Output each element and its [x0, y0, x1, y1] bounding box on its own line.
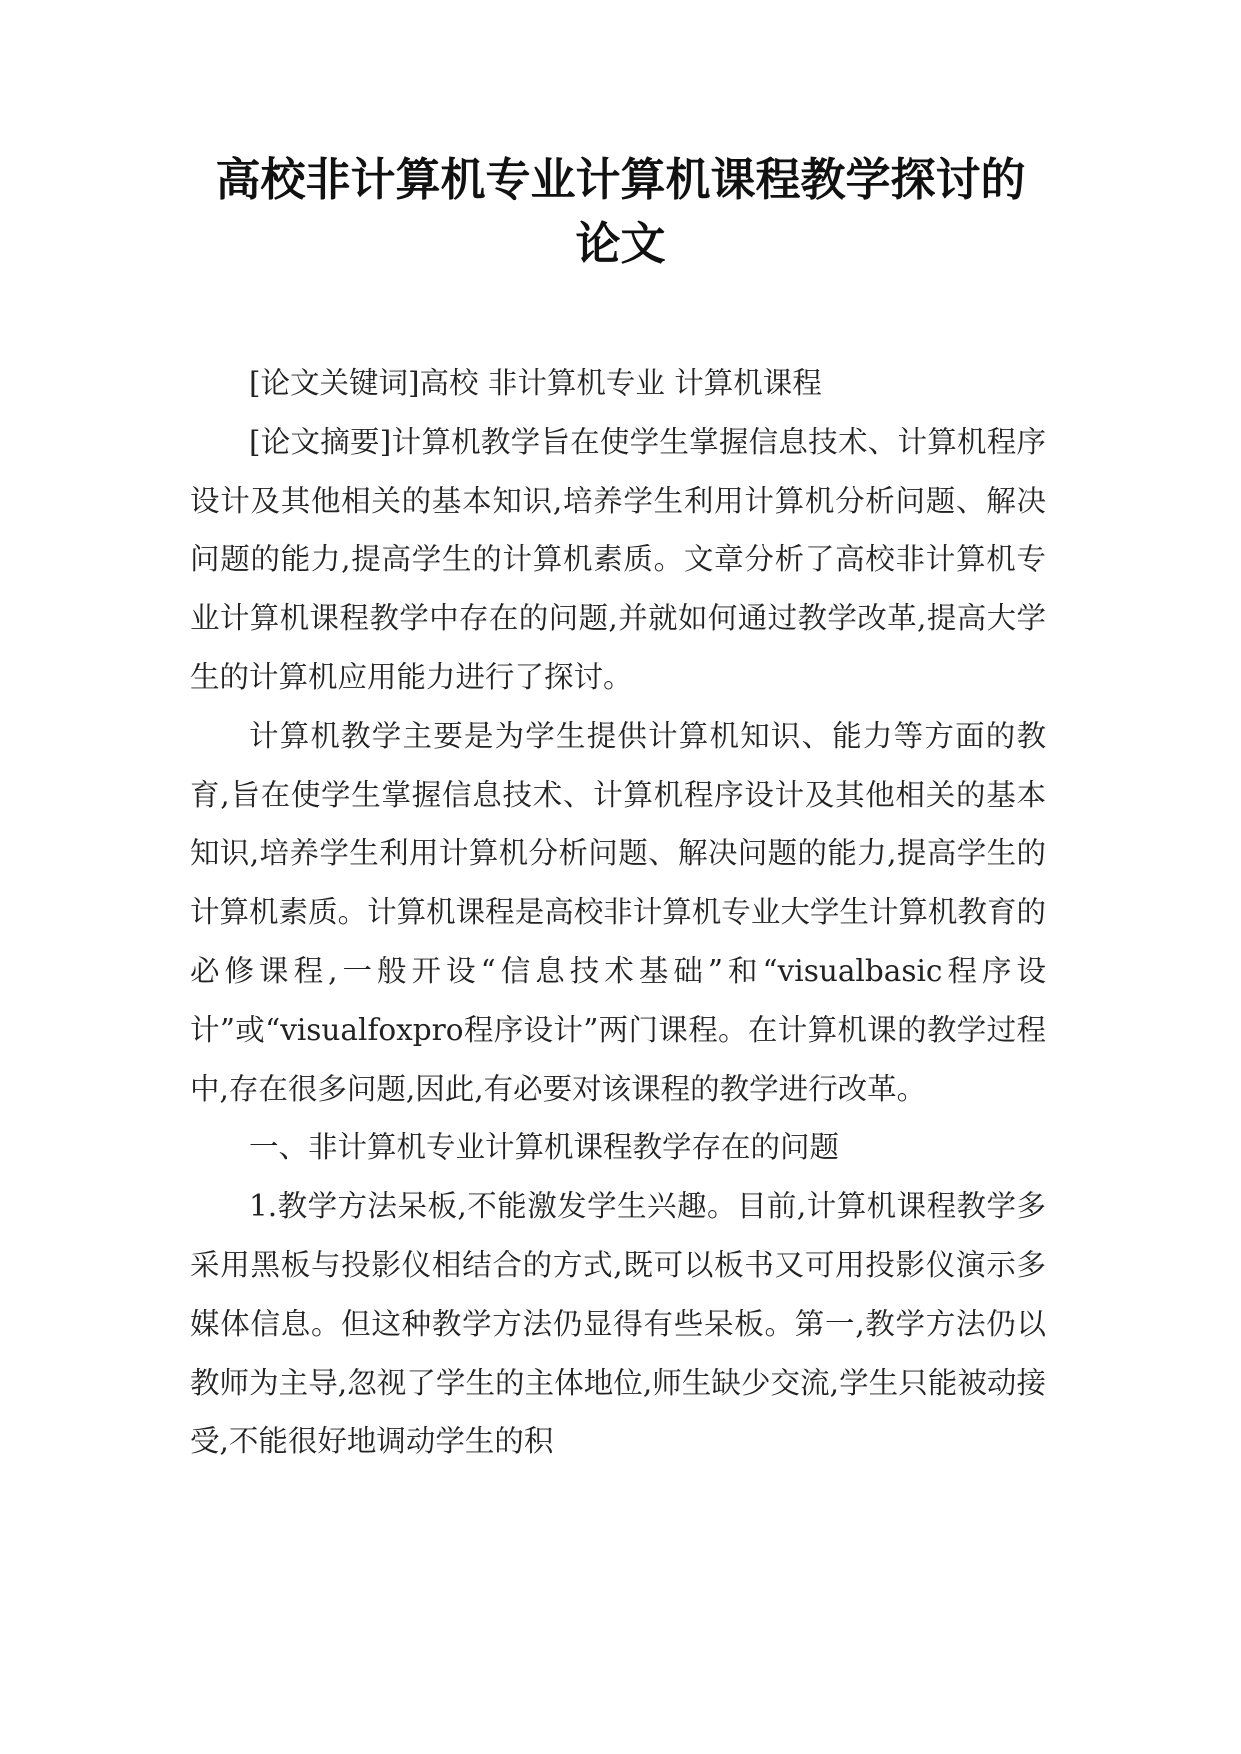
body-paragraph: 计算机教学主要是为学生提供计算机知识、能力等方面的教育,旨在使学生掌握信息技术、计算机程序设计及其他相关的基本知识,培养学生利用计算机分析问题、解决问题的能力,提高学生的计算机素质。计算机课程是高校非计算机专业大学生计算机教育的必修课程,一般开设“信息技术基础”和“visualbasic程序设计”或“visualfoxpro程序设计”两门课程。在计算机课的教学过程中,存在很多问题,因此,有必要对该课程的教学进行改革。 [190, 718, 1046, 1106]
document-body [190, 354, 1046, 1471]
document-title [150, 148, 1091, 276]
title-line-2: 论文 [575, 217, 666, 270]
keywords-paragraph: [论文关键词]高校 非计算机专业 计算机课程 [249, 366, 822, 400]
title-line-1: 高校非计算机专业计算机课程教学探讨的 [215, 153, 1026, 206]
section-heading: 一、非计算机专业计算机课程教学存在的问题 [249, 1130, 840, 1165]
body-paragraph: 1.教学方法呆板,不能激发学生兴趣。目前,计算机课程教学多采用黑板与投影仪相结合的方式,既可以板书又可用投影仪演示多媒体信息。但这种教学方法仍显得有些呆板。第一,教学方法仍以教师为主导,忽视了学生的主体地位,师生缺少交流,学生只能被动接受,不能很好地调动学生的积 [190, 1189, 1046, 1459]
abstract-paragraph: [论文摘要]计算机教学旨在使学生掌握信息技术、计算机程序设计及其他相关的基本知识,培养学生利用计算机分析问题、解决问题的能力,提高学生的计算机素质。文章分析了高校非计算机专业计算机课程教学中存在的问题,并就如何通过教学改革,提高大学生的计算机应用能力进行了探讨。 [190, 424, 1046, 694]
